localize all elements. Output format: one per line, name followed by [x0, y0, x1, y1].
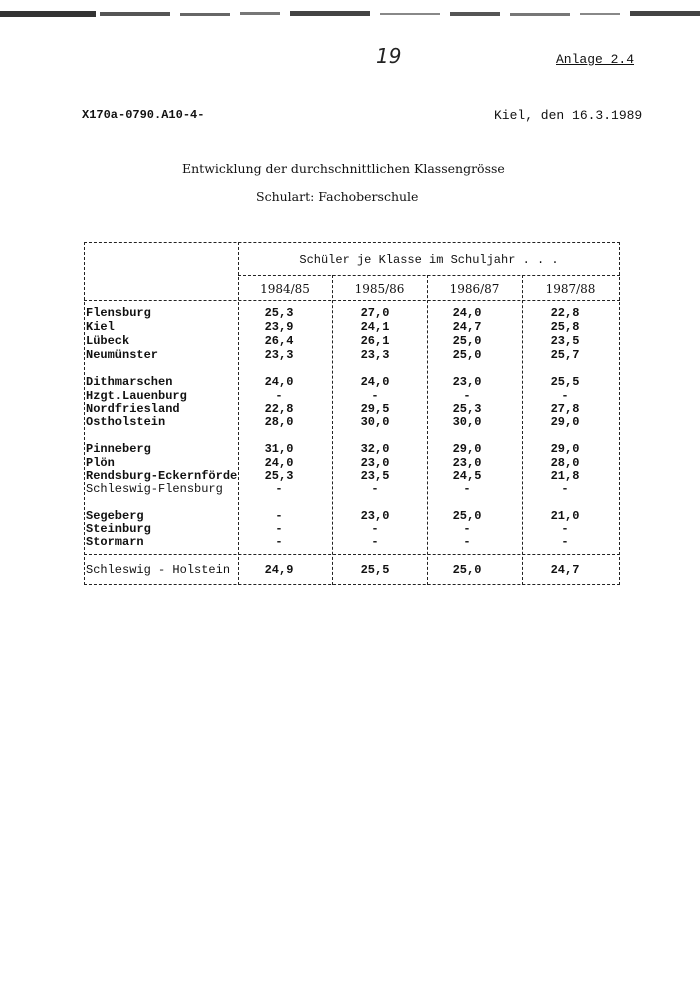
cell-value: - [463, 535, 471, 549]
reference-code: X170a-0790.A10-4- [82, 108, 205, 122]
total-label: Schleswig - Holstein [86, 563, 231, 577]
cell-value: 32,0 [360, 442, 390, 456]
table-rule-total-top [84, 554, 620, 555]
cell-value: 23,0 [452, 375, 482, 389]
cell-value: 23,3 [264, 348, 294, 362]
cell-value: 25,5 [550, 375, 580, 389]
total-value: 24,7 [550, 563, 580, 577]
document-subtitle: Schulart: Fachoberschule [256, 189, 419, 204]
row-label: Lübeck [86, 334, 130, 348]
row-label: Steinburg [86, 522, 151, 536]
cell-value: 23,3 [360, 348, 390, 362]
table-rule-column-header [84, 300, 620, 301]
cell-value: - [463, 389, 471, 403]
cell-value: 23,0 [452, 456, 482, 470]
row-label: Rendsburg-Eckernförde [86, 469, 238, 483]
cell-value: 25,0 [452, 334, 482, 348]
cell-value: 23,0 [360, 456, 390, 470]
cell-value: 21,8 [550, 469, 580, 483]
table-rule-group-header [238, 275, 620, 276]
scan-noise-strip [0, 8, 700, 22]
cell-value: - [561, 535, 569, 549]
table-rule-bottom [84, 584, 620, 585]
cell-value: 25,0 [452, 348, 482, 362]
total-value: 24,9 [264, 563, 294, 577]
cell-value: - [275, 389, 283, 403]
cell-value: 29,0 [550, 415, 580, 429]
cell-value: - [371, 389, 379, 403]
cell-value: 25,0 [452, 509, 482, 523]
cell-value: - [275, 522, 283, 536]
cell-value: 24,0 [360, 375, 390, 389]
row-label: Pinneberg [86, 442, 151, 456]
cell-value: - [561, 482, 569, 496]
cell-value: 28,0 [264, 415, 294, 429]
cell-value: 23,5 [360, 469, 390, 483]
cell-value: 25,3 [452, 402, 482, 416]
cell-value: - [371, 522, 379, 536]
cell-value: - [275, 509, 283, 523]
cell-value: 25,3 [264, 306, 294, 320]
cell-value: 23,9 [264, 320, 294, 334]
cell-value: - [561, 522, 569, 536]
document-title: Entwicklung der durchschnittlichen Klassengrösse [182, 161, 505, 176]
row-label: Neumünster [86, 348, 159, 362]
cell-value: - [275, 535, 283, 549]
column-header-1986-87: 1986/87 [449, 282, 500, 296]
cell-value: - [371, 535, 379, 549]
cell-value: 24,1 [360, 320, 390, 334]
cell-value: - [371, 482, 379, 496]
table-rule-right [619, 242, 620, 585]
row-label: Stormarn [86, 535, 144, 549]
cell-value: 29,5 [360, 402, 390, 416]
page-number-handwritten: 19 [376, 44, 402, 68]
cell-value: 30,0 [452, 415, 482, 429]
anlage-label: Anlage 2.4 [556, 52, 635, 67]
cell-value: 23,5 [550, 334, 580, 348]
cell-value: 25,3 [264, 469, 294, 483]
cell-value: 27,8 [550, 402, 580, 416]
total-value: 25,0 [452, 563, 482, 577]
cell-value: 26,4 [264, 334, 294, 348]
total-value: 25,5 [360, 563, 390, 577]
cell-value: 22,8 [550, 306, 580, 320]
cell-value: 24,5 [452, 469, 482, 483]
cell-value: 21,0 [550, 509, 580, 523]
cell-value: 24,0 [264, 375, 294, 389]
cell-value: 31,0 [264, 442, 294, 456]
cell-value: 29,0 [452, 442, 482, 456]
cell-value: 22,8 [264, 402, 294, 416]
cell-value: 25,8 [550, 320, 580, 334]
row-label: Schleswig-Flensburg [86, 482, 223, 496]
cell-value: 27,0 [360, 306, 390, 320]
column-header-1985-86: 1985/86 [354, 282, 405, 296]
document-date: Kiel, den 16.3.1989 [494, 108, 643, 123]
cell-value: - [561, 389, 569, 403]
cell-value: 26,1 [360, 334, 390, 348]
row-label: Ostholstein [86, 415, 166, 429]
row-label: Flensburg [86, 306, 151, 320]
cell-value: 24,0 [452, 306, 482, 320]
column-header-1984-85: 1984/85 [260, 282, 310, 296]
cell-value: - [463, 482, 471, 496]
cell-value: 25,7 [550, 348, 580, 362]
column-header-1987-88: 1987/88 [545, 282, 596, 296]
cell-value: 24,0 [264, 456, 294, 470]
table-rule-left [84, 242, 85, 585]
row-label: Plön [86, 456, 115, 470]
cell-value: - [463, 522, 471, 536]
cell-value: 23,0 [360, 509, 390, 523]
row-label: Hzgt.Lauenburg [86, 389, 187, 403]
table-rule-top [84, 242, 620, 243]
row-label: Nordfriesland [86, 402, 180, 416]
cell-value: 24,7 [452, 320, 482, 334]
row-label: Segeberg [86, 509, 144, 523]
cell-value: - [275, 482, 283, 496]
cell-value: 29,0 [550, 442, 580, 456]
table-group-header: Schüler je Klasse im Schuljahr . . . [299, 253, 559, 267]
row-label: Dithmarschen [86, 375, 173, 389]
row-label: Kiel [86, 320, 115, 334]
cell-value: 28,0 [550, 456, 580, 470]
cell-value: 30,0 [360, 415, 390, 429]
